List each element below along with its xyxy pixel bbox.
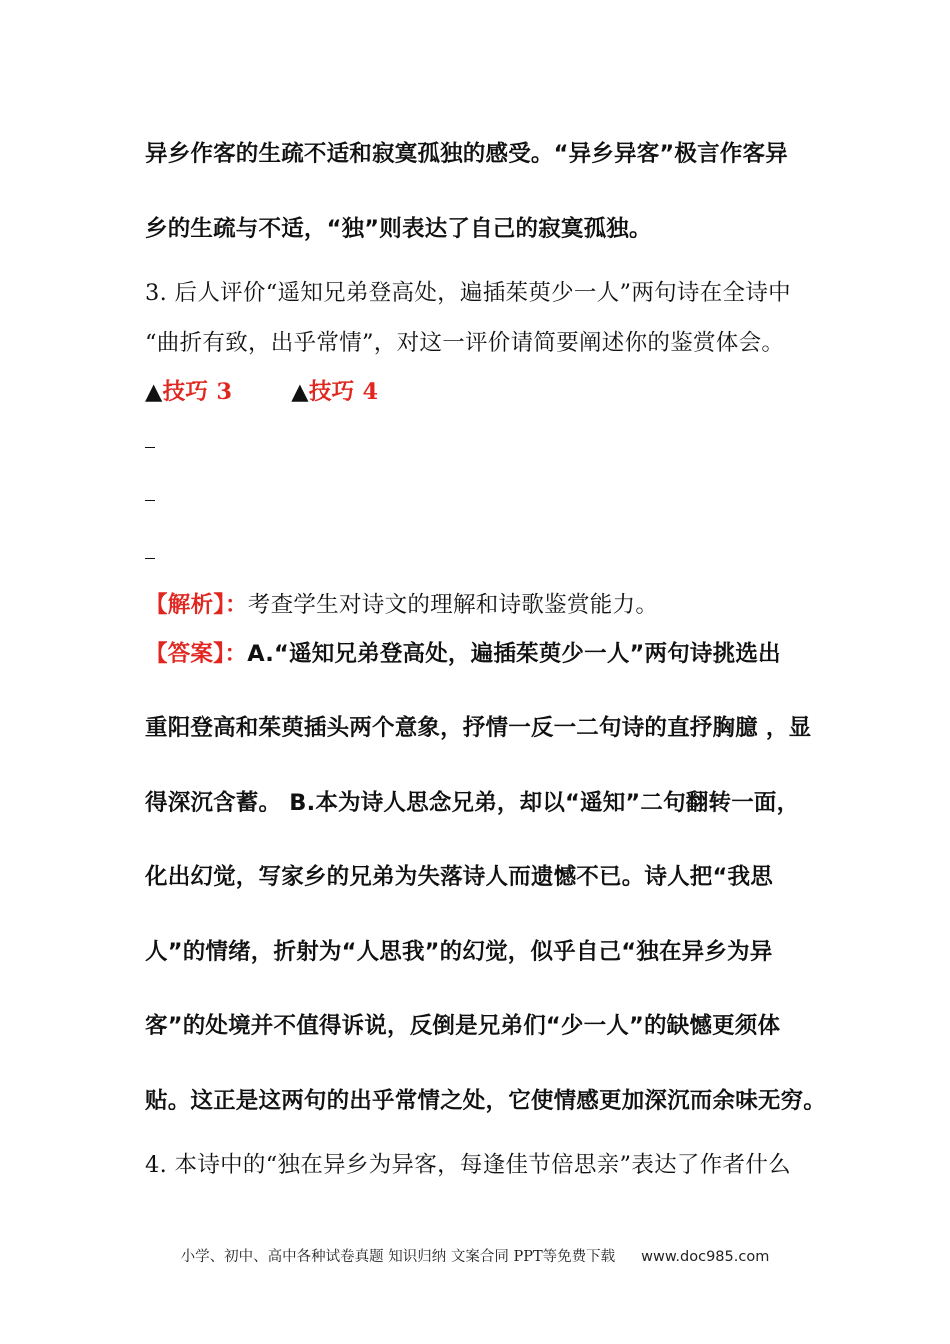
answer-line-3: 得深沉含蓄。 B.本为诗人思念兄弟，却以“遥知”二句翻转一面， xyxy=(145,790,800,816)
analysis-text: 考查学生对诗文的理解和诗歌鉴赏能力。 xyxy=(247,592,659,618)
tip-3-link[interactable]: 技巧 3 xyxy=(162,379,233,405)
answer-line-2: 重阳登高和茱萸插头两个意象，抒情一反一二句诗的直抒胸臆 ，显 xyxy=(145,715,812,741)
answer-blank-line xyxy=(145,558,155,559)
triangle-icon: ▲ xyxy=(145,379,163,405)
answer-line-6: 客”的处境并不值得诉说，反倒是兄弟们“少一人”的缺憾更须体 xyxy=(145,1013,781,1039)
footer-url-link[interactable]: www.doc985.com xyxy=(641,1249,770,1265)
question-3-line-1: 3. 后人评价“遥知兄弟登高处，遍插茱萸少一人”两句诗在全诗中 xyxy=(145,280,791,306)
tip-4-link[interactable]: 技巧 4 xyxy=(308,379,379,405)
answer-blank-line xyxy=(145,500,155,501)
triangle-icon: ▲ xyxy=(291,379,309,405)
answer-label: 【答案】： xyxy=(145,641,248,667)
answer-line-1 xyxy=(145,636,781,668)
analysis-line xyxy=(145,587,658,619)
text-line: 乡的生疏与不适，“独”则表达了自己的寂寞孤独。 xyxy=(145,216,652,242)
tips-row xyxy=(145,374,379,406)
question-4-line: 4. 本诗中的“独在异乡为异客，每逢佳节倍思亲”表达了作者什么 xyxy=(145,1152,791,1178)
answer-text: A.“遥知兄弟登高处，遍插茱萸少一人”两句诗挑选出 xyxy=(247,641,781,667)
page-footer xyxy=(0,1245,950,1266)
question-3-line-2: “曲折有致，出乎常情”，对这一评价请简要阐述你的鉴赏体会。 xyxy=(145,330,785,356)
answer-line-5: 人”的情绪，折射为“人思我”的幻觉，似乎自己“独在异乡为异 xyxy=(145,939,773,965)
answer-line-7: 贴。这正是这两句的出乎常情之处，它使情感更加深沉而余味无穷。 xyxy=(145,1088,827,1114)
analysis-label: 【解析】： xyxy=(145,592,248,618)
footer-text: 小学、初中、高中各种试卷真题 知识归纳 文案合同 PPT等免费下载 xyxy=(180,1249,616,1265)
answer-line-4: 化出幻觉，写家乡的兄弟为失落诗人而遗憾不已。诗人把“我思 xyxy=(145,864,773,890)
text-line: 异乡作客的生疏不适和寂寞孤独的感受。“异乡异客”极言作客异 xyxy=(145,141,788,167)
answer-blank-line xyxy=(145,447,155,448)
